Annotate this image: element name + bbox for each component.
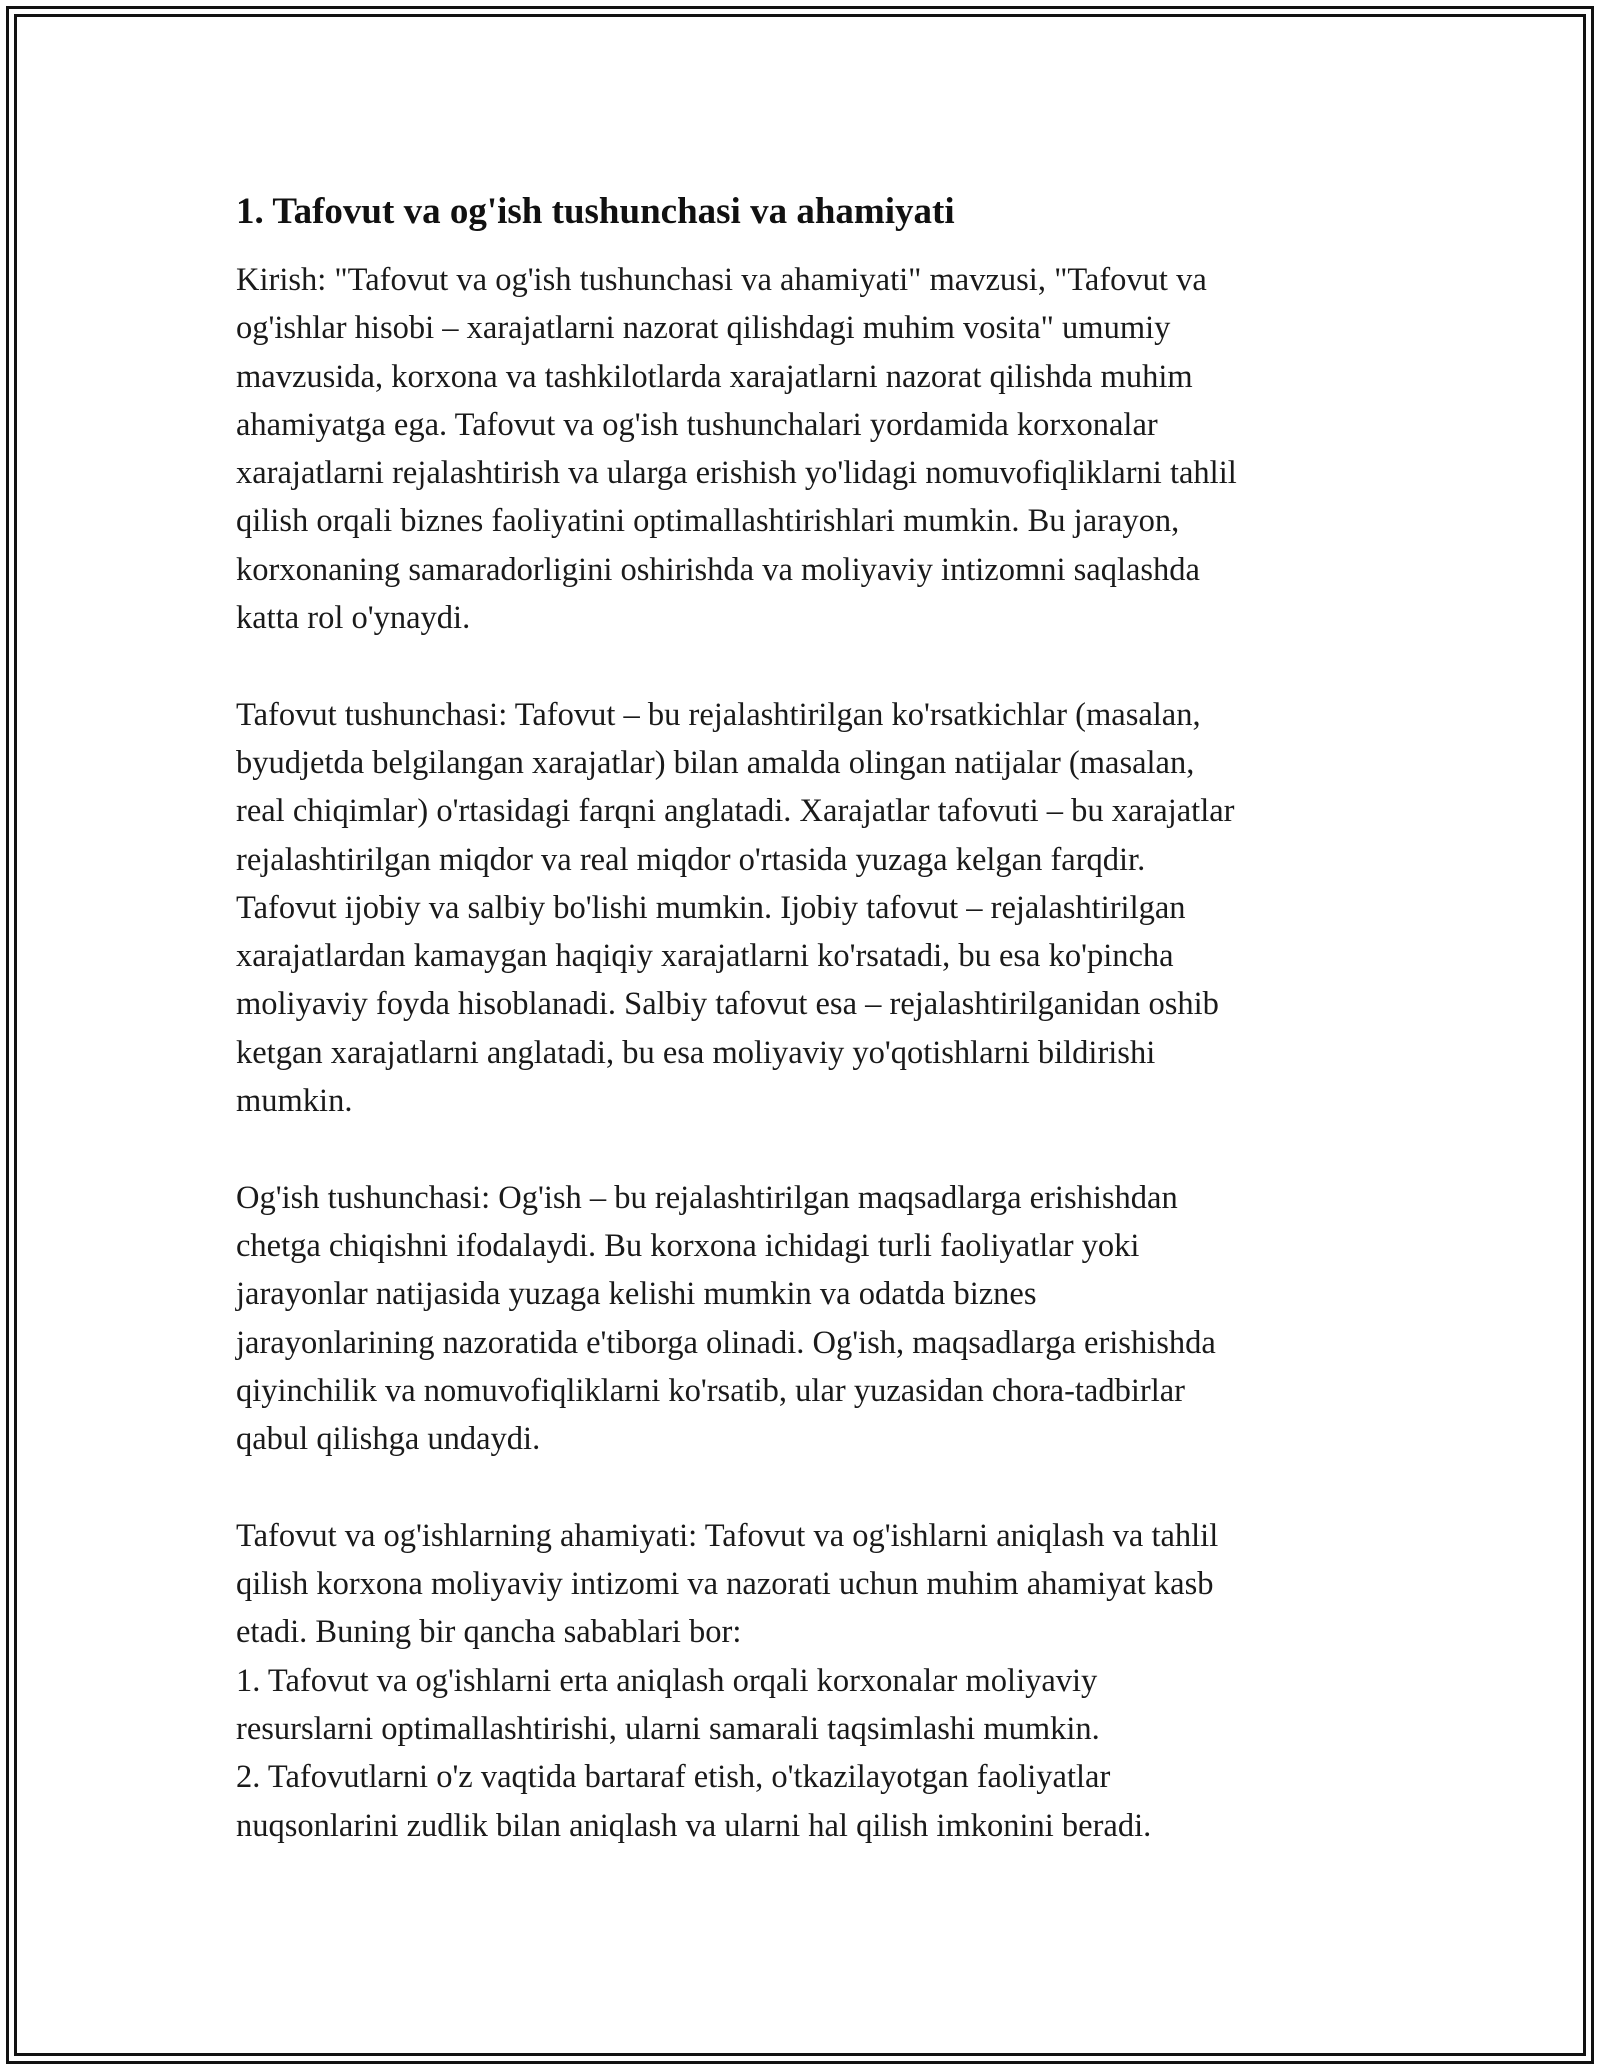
- text-line: xarajatlardan kamaygan haqiqiy xarajatlarni ko'rsatadi, bu esa ko'pincha: [236, 938, 1174, 975]
- paragraph-spacer: [236, 1125, 1386, 1173]
- document-title: 1. Tafovut va og'ish tushunchasi va ahamiyati: [236, 191, 955, 232]
- text-line: jarayonlarining nazoratida e'tiborga olinadi. Og'ish, maqsadlarga erishishda: [236, 1324, 1216, 1361]
- text-line: Tafovut ijobiy va salbiy bo'lishi mumkin. Ijobiy tafovut – rejalashtirilgan: [236, 889, 1186, 926]
- text-line: qilish orqali biznes faoliyatini optimallashtirishlari mumkin. Bu jarayon,: [236, 503, 1180, 540]
- paragraph-spacer: [236, 642, 1386, 690]
- text-line: Og'ish tushunchasi: Og'ish – bu rejalashtirilgan maqsadlarga erishishdan: [236, 1179, 1178, 1216]
- text-line: etadi. Buning bir qancha sabablari bor:: [236, 1614, 742, 1651]
- text-line: real chiqimlar) o'rtasidagi farqni anglatadi. Xarajatlar tafovuti – bu xarajatlar: [236, 793, 1235, 830]
- text-line: mumkin.: [236, 1083, 353, 1120]
- text-line: Kirish: "Tafovut va og'ish tushunchasi va ahamiyati" mavzusi, "Tafovut va: [236, 262, 1207, 298]
- text-line: rejalashtirilgan miqdor va real miqdor o'rtasida yuzaga kelgan farqdir.: [236, 841, 1146, 878]
- text-line: nuqsonlarini zudlik bilan aniqlash va ularni hal qilish imkonini beradi.: [236, 1807, 1152, 1844]
- paragraph-importance: [236, 1512, 1386, 1850]
- text-line: og'ishlar hisobi – xarajatlarni nazorat qilishdagi muhim vosita" umumiy: [236, 310, 1171, 347]
- text-line: Tafovut tushunchasi: Tafovut – bu rejalashtirilgan ko'rsatkichlar (masalan,: [236, 696, 1201, 733]
- paragraph-introduction: [236, 256, 1386, 642]
- text-line: katta rol o'ynaydi.: [236, 600, 471, 637]
- text-line: korxonaning samaradorligini oshirishda va moliyaviy intizomni saqlashda: [236, 551, 1200, 588]
- text-line: moliyaviy foyda hisoblanadi. Salbiy tafovut esa – rejalashtirilganidan oshib: [236, 986, 1219, 1023]
- text-line: xarajatlarni rejalashtirish va ularga erishish yo'lidagi nomuvofiqliklarni tahlil: [236, 455, 1237, 492]
- text-line: mavzusida, korxona va tashkilotlarda xarajatlarni nazorat qilishda muhim: [236, 358, 1193, 395]
- text-line: chetga chiqishni ifodalaydi. Bu korxona ichidagi turli faoliyatlar yoki: [236, 1227, 1140, 1264]
- text-line: ketgan xarajatlarni anglatadi, bu esa moliyaviy yo'qotishlarni bildirishi: [236, 1034, 1156, 1071]
- paragraph-spacer: [236, 1463, 1386, 1511]
- paragraph-ogish-concept: [236, 1174, 1386, 1464]
- text-line: jarayonlar natijasida yuzaga kelishi mumkin va odatda biznes: [236, 1276, 1037, 1313]
- text-line: resurslarni optimallashtirishi, ularni samarali taqsimlashi mumkin.: [236, 1710, 1100, 1747]
- paragraph-tafovut-concept: [236, 691, 1386, 1126]
- text-line: qilish korxona moliyaviy intizomi va nazorati uchun muhim ahamiyat kasb: [236, 1566, 1214, 1603]
- text-line: byudjetda belgilangan xarajatlar) bilan amalda olingan natijalar (masalan,: [236, 744, 1195, 781]
- text-line: qiyinchilik va nomuvofiqliklarni ko'rsatib, ular yuzasidan chora-tadbirlar: [236, 1372, 1185, 1409]
- document-body: [236, 188, 1386, 1850]
- text-line: ahamiyatga ega. Tafovut va og'ish tushunchalari yordamida korxonalar: [236, 406, 1158, 443]
- list-item-2: 2. Tafovutlarni o'z vaqtida bartaraf etish, o'tkazilayotgan faoliyatlar: [236, 1759, 1111, 1796]
- list-item-1: 1. Tafovut va og'ishlarni erta aniqlash orqali korxonalar moliyaviy: [236, 1662, 1098, 1699]
- text-line: qabul qilishga undaydi.: [236, 1421, 541, 1458]
- text-line: Tafovut va og'ishlarning ahamiyati: Tafovut va og'ishlarni aniqlash va tahlil: [236, 1517, 1219, 1554]
